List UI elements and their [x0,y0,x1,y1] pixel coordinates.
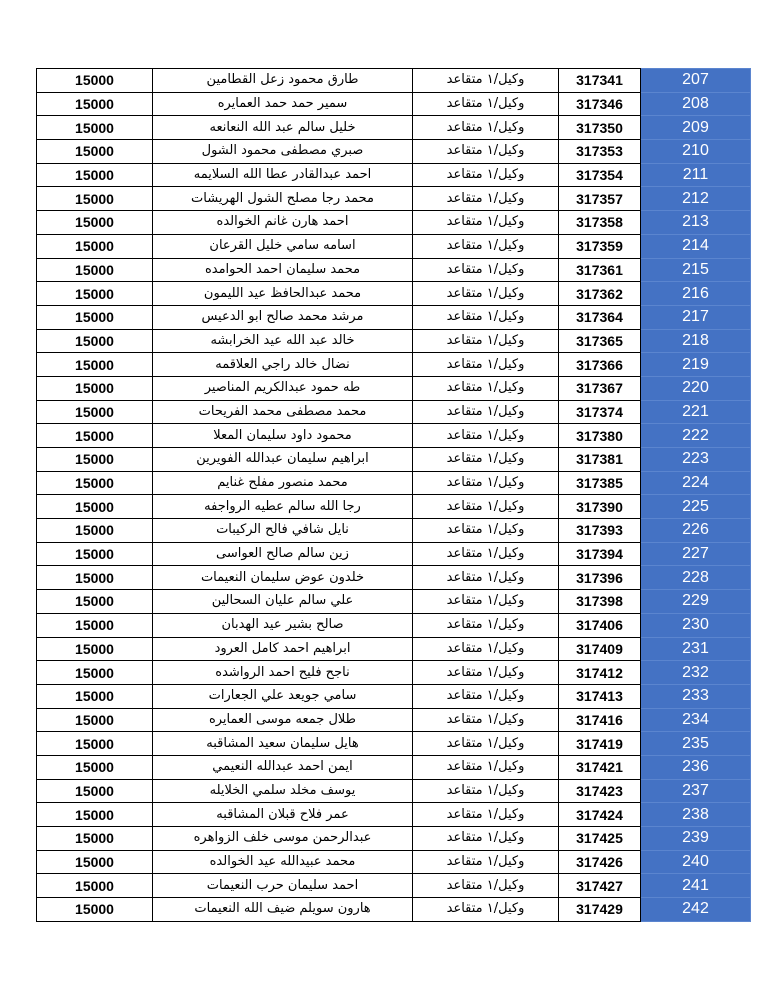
amount-cell: 15000 [37,116,153,140]
id-number-cell: 317427 [559,874,641,898]
id-number-cell: 317421 [559,755,641,779]
amount-cell: 15000 [37,495,153,519]
name-cell: ايمن احمد عبدالله النعيمي [153,755,413,779]
table-row [37,163,751,187]
amount-cell: 15000 [37,448,153,472]
serial-number-cell: 242 [641,898,751,922]
serial-number-cell: 208 [641,92,751,116]
amount-cell: 15000 [37,163,153,187]
id-number-cell: 317365 [559,329,641,353]
rank-cell: وكيل/١ متقاعد [413,542,559,566]
name-cell: محمد مصطفى محمد الفريحات [153,400,413,424]
name-cell: سامي جويعد علي الجعارات [153,684,413,708]
name-cell: ابراهيم احمد كامل العرود [153,637,413,661]
id-number-cell: 317354 [559,163,641,187]
amount-cell: 15000 [37,542,153,566]
rank-cell: وكيل/١ متقاعد [413,850,559,874]
serial-number-cell: 212 [641,187,751,211]
rank-cell: وكيل/١ متقاعد [413,613,559,637]
rank-cell: وكيل/١ متقاعد [413,163,559,187]
rank-cell: وكيل/١ متقاعد [413,471,559,495]
rank-cell: وكيل/١ متقاعد [413,187,559,211]
name-cell: خلدون عوض سليمان النعيمات [153,566,413,590]
id-number-cell: 317366 [559,353,641,377]
id-number-cell: 317419 [559,732,641,756]
table-row [37,140,751,164]
serial-number-cell: 238 [641,803,751,827]
serial-number-cell: 216 [641,282,751,306]
amount-cell: 15000 [37,234,153,258]
amount-cell: 15000 [37,258,153,282]
name-cell: رجا الله سالم عطيه الرواجفه [153,495,413,519]
serial-number-cell: 240 [641,850,751,874]
serial-number-cell: 223 [641,448,751,472]
serial-number-cell: 231 [641,637,751,661]
id-number-cell: 317424 [559,803,641,827]
name-cell: هارون سويلم ضيف الله النعيمات [153,898,413,922]
name-cell: صالح بشير عيد الهدبان [153,613,413,637]
serial-number-cell: 237 [641,779,751,803]
table-row [37,827,751,851]
rank-cell: وكيل/١ متقاعد [413,519,559,543]
rank-cell: وكيل/١ متقاعد [413,424,559,448]
id-number-cell: 317409 [559,637,641,661]
table-row [37,471,751,495]
table-row [37,424,751,448]
id-number-cell: 317364 [559,305,641,329]
name-cell: احمد عبدالقادر عطا الله السلايمه [153,163,413,187]
name-cell: عبدالرحمن موسى خلف الزواهره [153,827,413,851]
amount-cell: 15000 [37,92,153,116]
amount-cell: 15000 [37,613,153,637]
id-number-cell: 317367 [559,376,641,400]
id-number-cell: 317412 [559,661,641,685]
id-number-cell: 317413 [559,684,641,708]
id-number-cell: 317357 [559,187,641,211]
table-row [37,282,751,306]
amount-cell: 15000 [37,590,153,614]
id-number-cell: 317393 [559,519,641,543]
table-row [37,92,751,116]
rank-cell: وكيل/١ متقاعد [413,376,559,400]
id-number-cell: 317358 [559,211,641,235]
id-number-cell: 317346 [559,92,641,116]
id-number-cell: 317390 [559,495,641,519]
table-row [37,874,751,898]
table-row [37,637,751,661]
rank-cell: وكيل/١ متقاعد [413,234,559,258]
table-row [37,376,751,400]
amount-cell: 15000 [37,329,153,353]
amount-cell: 15000 [37,566,153,590]
records-table [36,68,751,922]
amount-cell: 15000 [37,376,153,400]
name-cell: ابراهيم سليمان عبدالله الفويرين [153,448,413,472]
amount-cell: 15000 [37,353,153,377]
amount-cell: 15000 [37,305,153,329]
rank-cell: وكيل/١ متقاعد [413,353,559,377]
serial-number-cell: 224 [641,471,751,495]
table-row [37,732,751,756]
table-row [37,898,751,922]
id-number-cell: 317374 [559,400,641,424]
name-cell: احمد سليمان حرب النعيمات [153,874,413,898]
rank-cell: وكيل/١ متقاعد [413,566,559,590]
id-number-cell: 317385 [559,471,641,495]
name-cell: عمر فلاح قبلان المشاقبه [153,803,413,827]
amount-cell: 15000 [37,755,153,779]
table-row [37,566,751,590]
rank-cell: وكيل/١ متقاعد [413,116,559,140]
name-cell: محمد عبيدالله عيد الخوالده [153,850,413,874]
table-row [37,258,751,282]
id-number-cell: 317429 [559,898,641,922]
table-row [37,116,751,140]
serial-number-cell: 215 [641,258,751,282]
serial-number-cell: 232 [641,661,751,685]
rank-cell: وكيل/١ متقاعد [413,258,559,282]
serial-number-cell: 213 [641,211,751,235]
table-row [37,448,751,472]
table-row [37,329,751,353]
serial-number-cell: 226 [641,519,751,543]
table-row [37,211,751,235]
rank-cell: وكيل/١ متقاعد [413,755,559,779]
rank-cell: وكيل/١ متقاعد [413,448,559,472]
name-cell: يوسف مخلد سلمي الخلايله [153,779,413,803]
amount-cell: 15000 [37,850,153,874]
rank-cell: وكيل/١ متقاعد [413,827,559,851]
id-number-cell: 317381 [559,448,641,472]
name-cell: طارق محمود زعل القطامين [153,69,413,93]
table-row [37,708,751,732]
amount-cell: 15000 [37,637,153,661]
serial-number-cell: 217 [641,305,751,329]
id-number-cell: 317362 [559,282,641,306]
name-cell: هايل سليمان سعيد المشاقبه [153,732,413,756]
amount-cell: 15000 [37,874,153,898]
table-row [37,305,751,329]
name-cell: نايل شافي فالح الركيبات [153,519,413,543]
id-number-cell: 317350 [559,116,641,140]
table-row [37,400,751,424]
rank-cell: وكيل/١ متقاعد [413,140,559,164]
amount-cell: 15000 [37,282,153,306]
name-cell: محمد عبدالحافظ عيد الليمون [153,282,413,306]
amount-cell: 15000 [37,779,153,803]
amount-cell: 15000 [37,187,153,211]
amount-cell: 15000 [37,803,153,827]
amount-cell: 15000 [37,661,153,685]
table-row [37,590,751,614]
rank-cell: وكيل/١ متقاعد [413,400,559,424]
rank-cell: وكيل/١ متقاعد [413,708,559,732]
table-row [37,542,751,566]
rank-cell: وكيل/١ متقاعد [413,590,559,614]
rank-cell: وكيل/١ متقاعد [413,495,559,519]
serial-number-cell: 210 [641,140,751,164]
name-cell: خليل سالم عبد الله النعانعه [153,116,413,140]
table-row [37,803,751,827]
serial-number-cell: 222 [641,424,751,448]
id-number-cell: 317394 [559,542,641,566]
rank-cell: وكيل/١ متقاعد [413,661,559,685]
amount-cell: 15000 [37,424,153,448]
table-row [37,495,751,519]
amount-cell: 15000 [37,519,153,543]
name-cell: محمود داود سليمان المعلا [153,424,413,448]
name-cell: احمد هارن غانم الخوالده [153,211,413,235]
serial-number-cell: 239 [641,827,751,851]
name-cell: علي سالم عليان السحالين [153,590,413,614]
id-number-cell: 317425 [559,827,641,851]
amount-cell: 15000 [37,708,153,732]
id-number-cell: 317353 [559,140,641,164]
amount-cell: 15000 [37,898,153,922]
serial-number-cell: 214 [641,234,751,258]
amount-cell: 15000 [37,684,153,708]
rank-cell: وكيل/١ متقاعد [413,282,559,306]
amount-cell: 15000 [37,732,153,756]
amount-cell: 15000 [37,211,153,235]
serial-number-cell: 236 [641,755,751,779]
serial-number-cell: 218 [641,329,751,353]
id-number-cell: 317416 [559,708,641,732]
id-number-cell: 317341 [559,69,641,93]
name-cell: طلال جمعه موسى العمايره [153,708,413,732]
serial-number-cell: 235 [641,732,751,756]
rank-cell: وكيل/١ متقاعد [413,92,559,116]
id-number-cell: 317426 [559,850,641,874]
name-cell: اسامه سامي خليل القرعان [153,234,413,258]
rank-cell: وكيل/١ متقاعد [413,305,559,329]
serial-number-cell: 229 [641,590,751,614]
serial-number-cell: 219 [641,353,751,377]
name-cell: سمير حمد حمد العمايره [153,92,413,116]
id-number-cell: 317359 [559,234,641,258]
serial-number-cell: 221 [641,400,751,424]
table-row [37,850,751,874]
name-cell: زين سالم صالح العواسى [153,542,413,566]
name-cell: ناجح فليح احمد الرواشده [153,661,413,685]
serial-number-cell: 220 [641,376,751,400]
id-number-cell: 317396 [559,566,641,590]
rank-cell: وكيل/١ متقاعد [413,211,559,235]
name-cell: خالد عبد الله عيد الخرابشه [153,329,413,353]
serial-number-cell: 230 [641,613,751,637]
table-row [37,519,751,543]
name-cell: محمد سليمان احمد الحوامده [153,258,413,282]
rank-cell: وكيل/١ متقاعد [413,898,559,922]
rank-cell: وكيل/١ متقاعد [413,803,559,827]
table-row [37,69,751,93]
amount-cell: 15000 [37,827,153,851]
table-row [37,613,751,637]
rank-cell: وكيل/١ متقاعد [413,874,559,898]
table-row [37,779,751,803]
id-number-cell: 317398 [559,590,641,614]
name-cell: طه حمود عبدالكريم المناصير [153,376,413,400]
serial-number-cell: 241 [641,874,751,898]
serial-number-cell: 233 [641,684,751,708]
rank-cell: وكيل/١ متقاعد [413,684,559,708]
name-cell: محمد رجا مصلح الشول الهريشات [153,187,413,211]
rank-cell: وكيل/١ متقاعد [413,329,559,353]
records-table-body [37,69,751,922]
table-row [37,684,751,708]
table-row [37,234,751,258]
serial-number-cell: 225 [641,495,751,519]
serial-number-cell: 234 [641,708,751,732]
amount-cell: 15000 [37,471,153,495]
amount-cell: 15000 [37,69,153,93]
table-row [37,187,751,211]
serial-number-cell: 228 [641,566,751,590]
rank-cell: وكيل/١ متقاعد [413,637,559,661]
rank-cell: وكيل/١ متقاعد [413,732,559,756]
name-cell: صبري مصطفى محمود الشول [153,140,413,164]
id-number-cell: 317423 [559,779,641,803]
table-row [37,755,751,779]
name-cell: محمد منصور مفلح غنايم [153,471,413,495]
serial-number-cell: 207 [641,69,751,93]
serial-number-cell: 211 [641,163,751,187]
amount-cell: 15000 [37,400,153,424]
rank-cell: وكيل/١ متقاعد [413,779,559,803]
amount-cell: 15000 [37,140,153,164]
id-number-cell: 317406 [559,613,641,637]
name-cell: نضال خالد راجي العلاقمه [153,353,413,377]
id-number-cell: 317361 [559,258,641,282]
rank-cell: وكيل/١ متقاعد [413,69,559,93]
name-cell: مرشد محمد صالح ابو الدعيس [153,305,413,329]
serial-number-cell: 209 [641,116,751,140]
serial-number-cell: 227 [641,542,751,566]
id-number-cell: 317380 [559,424,641,448]
table-row [37,353,751,377]
table-row [37,661,751,685]
